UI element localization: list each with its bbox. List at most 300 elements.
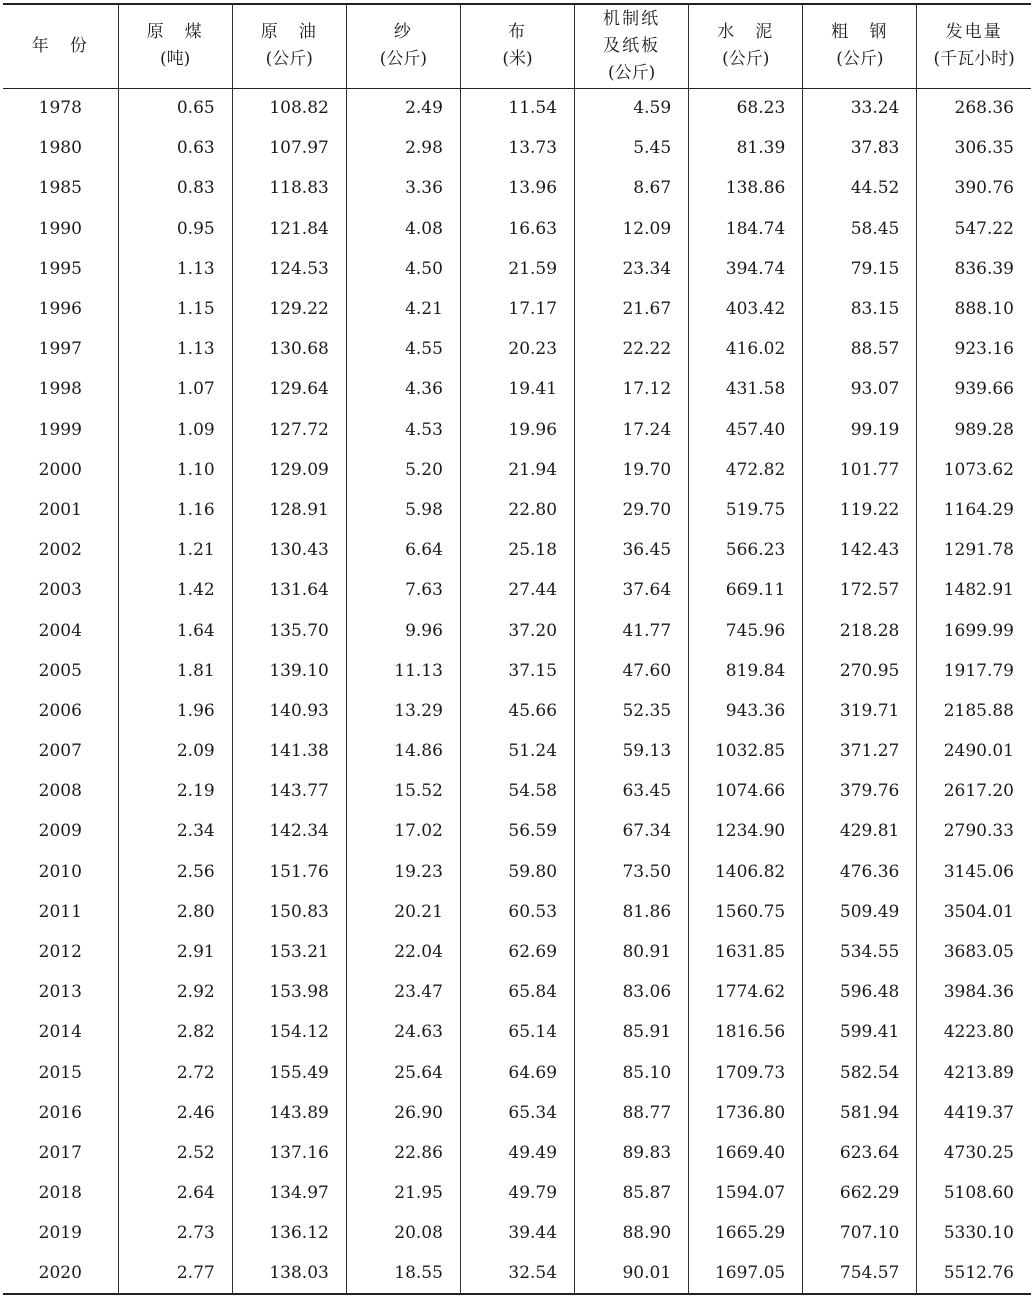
- cell-crude-steel: 83.15: [803, 289, 917, 329]
- cell-crude-steel: 476.36: [803, 852, 917, 892]
- cell-paper: 52.35: [575, 691, 689, 731]
- cell-cement: 1736.80: [689, 1093, 803, 1133]
- header-unit: (公斤): [607, 62, 656, 83]
- cell-raw-coal: 1.42: [118, 570, 232, 610]
- header-row: [3, 4, 1031, 88]
- cell-electricity: 923.16: [917, 329, 1031, 369]
- cell-paper: 17.12: [575, 369, 689, 409]
- cell-crude-oil: 118.83: [232, 168, 346, 208]
- cell-cloth: 54.58: [460, 771, 574, 811]
- cell-cloth: 21.94: [460, 450, 574, 490]
- cell-paper: 4.59: [575, 88, 689, 128]
- cell-year: 1980: [38, 138, 82, 159]
- cell-crude-oil: 134.97: [232, 1173, 346, 1213]
- cell-crude-steel: 623.64: [803, 1133, 917, 1173]
- header-unit: (米): [502, 49, 533, 70]
- header-unit: (吨): [160, 49, 191, 70]
- table-row: [3, 209, 1031, 249]
- cell-paper: 73.50: [575, 852, 689, 892]
- table-row: [3, 972, 1031, 1012]
- cell-crude-oil: 124.53: [232, 249, 346, 289]
- cell-yarn: 2.98: [346, 128, 460, 168]
- cell-yarn: 7.63: [346, 570, 460, 610]
- cell-paper: 89.83: [575, 1133, 689, 1173]
- cell-paper: 21.67: [575, 289, 689, 329]
- cell-raw-coal: 2.56: [118, 852, 232, 892]
- cell-raw-coal: 1.96: [118, 691, 232, 731]
- cell-raw-coal: 1.13: [118, 329, 232, 369]
- header-crude-oil: [232, 4, 346, 88]
- cell-raw-coal: 1.16: [118, 490, 232, 530]
- table-row: [3, 1093, 1031, 1133]
- cell-cloth: 19.41: [460, 369, 574, 409]
- cell-cloth: 65.34: [460, 1093, 574, 1133]
- cell-cement: 1816.56: [689, 1012, 803, 1052]
- cell-cloth: 20.23: [460, 329, 574, 369]
- cell-raw-coal: 1.81: [118, 651, 232, 691]
- cell-raw-coal: 2.72: [118, 1053, 232, 1093]
- cell-paper: 29.70: [575, 490, 689, 530]
- cell-crude-oil: 151.76: [232, 852, 346, 892]
- cell-electricity: 4419.37: [917, 1093, 1031, 1133]
- cell-electricity: 1482.91: [917, 570, 1031, 610]
- cell-year: 1998: [38, 379, 82, 400]
- cell-yarn: 18.55: [346, 1253, 460, 1293]
- cell-electricity: 1699.99: [917, 610, 1031, 650]
- header-cement: [689, 4, 803, 88]
- cell-electricity: 1073.62: [917, 450, 1031, 490]
- cell-cement: 566.23: [689, 530, 803, 570]
- cell-yarn: 14.86: [346, 731, 460, 771]
- header-label: 年 份: [31, 35, 89, 56]
- cell-crude-oil: 142.34: [232, 811, 346, 851]
- cell-cement: 1631.85: [689, 932, 803, 972]
- cell-year: 1999: [38, 419, 82, 440]
- cell-paper: 88.77: [575, 1093, 689, 1133]
- cell-paper: 47.60: [575, 651, 689, 691]
- table-row: [3, 731, 1031, 771]
- cell-cloth: 60.53: [460, 892, 574, 932]
- cell-yarn: 4.53: [346, 410, 460, 450]
- header-unit: (公斤): [836, 49, 884, 70]
- cell-yarn: 25.64: [346, 1053, 460, 1093]
- cell-electricity: 5330.10: [917, 1213, 1031, 1253]
- header-raw-coal: [118, 4, 232, 88]
- cell-yarn: 5.98: [346, 490, 460, 530]
- cell-year: 2014: [38, 1022, 82, 1043]
- cell-crude-oil: 140.93: [232, 691, 346, 731]
- cell-cloth: 37.15: [460, 651, 574, 691]
- table-row: [3, 490, 1031, 530]
- cell-paper: 19.70: [575, 450, 689, 490]
- cell-crude-steel: 429.81: [803, 811, 917, 851]
- cell-year: 2015: [38, 1062, 82, 1083]
- cell-crude-oil: 128.91: [232, 490, 346, 530]
- cell-year: 1978: [38, 98, 82, 119]
- per-capita-output-table: [3, 3, 1031, 1295]
- cell-cloth: 62.69: [460, 932, 574, 972]
- header-label: 粗 钢: [831, 22, 889, 43]
- header-paper: [575, 4, 689, 88]
- cell-crude-steel: 99.19: [803, 410, 917, 450]
- cell-cement: 1406.82: [689, 852, 803, 892]
- cell-year: 2002: [38, 540, 82, 561]
- cell-cement: 138.86: [689, 168, 803, 208]
- table-row: [3, 249, 1031, 289]
- cell-crude-oil: 131.64: [232, 570, 346, 610]
- table-header: [3, 4, 1031, 88]
- header-yarn: [346, 4, 460, 88]
- cell-yarn: 21.95: [346, 1173, 460, 1213]
- cell-crude-oil: 153.21: [232, 932, 346, 972]
- cell-cloth: 51.24: [460, 731, 574, 771]
- cell-paper: 85.87: [575, 1173, 689, 1213]
- cell-crude-steel: 93.07: [803, 369, 917, 409]
- cell-electricity: 306.35: [917, 128, 1031, 168]
- cell-cement: 669.11: [689, 570, 803, 610]
- cell-year: 1996: [38, 299, 82, 320]
- cell-cement: 457.40: [689, 410, 803, 450]
- cell-crude-steel: 218.28: [803, 610, 917, 650]
- cell-raw-coal: 2.34: [118, 811, 232, 851]
- cell-raw-coal: 2.09: [118, 731, 232, 771]
- table-row: [3, 691, 1031, 731]
- table-row: [3, 168, 1031, 208]
- cell-yarn: 9.96: [346, 610, 460, 650]
- table-row: [3, 1253, 1031, 1293]
- cell-electricity: 939.66: [917, 369, 1031, 409]
- cell-crude-steel: 142.43: [803, 530, 917, 570]
- cell-raw-coal: 0.65: [118, 88, 232, 128]
- cell-raw-coal: 2.92: [118, 972, 232, 1012]
- cell-crude-oil: 153.98: [232, 972, 346, 1012]
- cell-cloth: 64.69: [460, 1053, 574, 1093]
- cell-crude-oil: 130.68: [232, 329, 346, 369]
- cell-paper: 41.77: [575, 610, 689, 650]
- cell-crude-steel: 119.22: [803, 490, 917, 530]
- cell-year: 1985: [38, 178, 82, 199]
- cell-paper: 88.90: [575, 1213, 689, 1253]
- cell-cloth: 65.84: [460, 972, 574, 1012]
- cell-cloth: 17.17: [460, 289, 574, 329]
- cell-crude-oil: 108.82: [232, 88, 346, 128]
- cell-paper: 80.91: [575, 932, 689, 972]
- cell-yarn: 19.23: [346, 852, 460, 892]
- cell-paper: 12.09: [575, 209, 689, 249]
- header-unit: (公斤): [379, 49, 428, 70]
- cell-cloth: 45.66: [460, 691, 574, 731]
- cell-crude-steel: 88.57: [803, 329, 917, 369]
- cell-crude-oil: 141.38: [232, 731, 346, 771]
- cell-raw-coal: 0.83: [118, 168, 232, 208]
- cell-cement: 403.42: [689, 289, 803, 329]
- cell-yarn: 4.55: [346, 329, 460, 369]
- header-unit: (公斤): [722, 49, 770, 70]
- cell-cloth: 19.96: [460, 410, 574, 450]
- header-crude-steel: [803, 4, 917, 88]
- cell-year: 1997: [38, 339, 82, 360]
- cell-cement: 431.58: [689, 369, 803, 409]
- cell-cloth: 32.54: [460, 1253, 574, 1293]
- cell-paper: 90.01: [575, 1253, 689, 1293]
- header-label: 原 油: [260, 22, 318, 43]
- cell-year: 2009: [38, 821, 82, 842]
- cell-paper: 59.13: [575, 731, 689, 771]
- table-row: [3, 369, 1031, 409]
- cell-raw-coal: 1.10: [118, 450, 232, 490]
- cell-year: 2011: [38, 901, 82, 922]
- cell-yarn: 22.86: [346, 1133, 460, 1173]
- cell-cement: 184.74: [689, 209, 803, 249]
- table-row: [3, 1133, 1031, 1173]
- cell-yarn: 17.02: [346, 811, 460, 851]
- cell-electricity: 3683.05: [917, 932, 1031, 972]
- cell-raw-coal: 0.63: [118, 128, 232, 168]
- cell-crude-steel: 37.83: [803, 128, 917, 168]
- cell-crude-steel: 101.77: [803, 450, 917, 490]
- cell-cement: 745.96: [689, 610, 803, 650]
- cell-electricity: 3504.01: [917, 892, 1031, 932]
- cell-year: 2020: [38, 1263, 82, 1284]
- cell-cement: 1669.40: [689, 1133, 803, 1173]
- cell-crude-oil: 129.64: [232, 369, 346, 409]
- cell-yarn: 15.52: [346, 771, 460, 811]
- table-row: [3, 329, 1031, 369]
- cell-crude-steel: 371.27: [803, 731, 917, 771]
- cell-crude-steel: 79.15: [803, 249, 917, 289]
- table-row: [3, 410, 1031, 450]
- cell-cement: 819.84: [689, 651, 803, 691]
- cell-cement: 416.02: [689, 329, 803, 369]
- cell-electricity: 1291.78: [917, 530, 1031, 570]
- cell-cement: 68.23: [689, 88, 803, 128]
- header-unit: (公斤): [265, 49, 313, 70]
- cell-cloth: 65.14: [460, 1012, 574, 1052]
- cell-cement: 1665.29: [689, 1213, 803, 1253]
- table-row: [3, 1213, 1031, 1253]
- cell-cloth: 11.54: [460, 88, 574, 128]
- cell-paper: 37.64: [575, 570, 689, 610]
- cell-raw-coal: 1.07: [118, 369, 232, 409]
- cell-yarn: 6.64: [346, 530, 460, 570]
- cell-crude-oil: 143.77: [232, 771, 346, 811]
- header-unit: (千瓦小时): [933, 49, 1015, 70]
- cell-yarn: 3.36: [346, 168, 460, 208]
- cell-paper: 63.45: [575, 771, 689, 811]
- cell-cloth: 59.80: [460, 852, 574, 892]
- cell-raw-coal: 1.21: [118, 530, 232, 570]
- cell-cement: 1697.05: [689, 1253, 803, 1293]
- cell-year: 2001: [38, 499, 82, 520]
- cell-raw-coal: 1.13: [118, 249, 232, 289]
- cell-raw-coal: 1.64: [118, 610, 232, 650]
- cell-year: 2004: [38, 620, 82, 641]
- cell-yarn: 4.36: [346, 369, 460, 409]
- table-row: [3, 1053, 1031, 1093]
- cell-raw-coal: 1.09: [118, 410, 232, 450]
- cell-year: 2008: [38, 781, 82, 802]
- table-row: [3, 1173, 1031, 1213]
- cell-cloth: 49.49: [460, 1133, 574, 1173]
- cell-cement: 1032.85: [689, 731, 803, 771]
- cell-cloth: 13.96: [460, 168, 574, 208]
- table-row: [3, 570, 1031, 610]
- cell-raw-coal: 2.73: [118, 1213, 232, 1253]
- header-label: 原 煤: [146, 22, 204, 43]
- cell-electricity: 547.22: [917, 209, 1031, 249]
- cell-year: 2007: [38, 741, 82, 762]
- cell-raw-coal: 1.15: [118, 289, 232, 329]
- cell-crude-oil: 137.16: [232, 1133, 346, 1173]
- cell-crude-steel: 534.55: [803, 932, 917, 972]
- cell-crude-oil: 107.97: [232, 128, 346, 168]
- cell-year: 2010: [38, 861, 82, 882]
- table-row: [3, 932, 1031, 972]
- cell-paper: 5.45: [575, 128, 689, 168]
- cell-electricity: 4213.89: [917, 1053, 1031, 1093]
- header-label: 水 泥: [717, 22, 775, 43]
- cell-electricity: 2790.33: [917, 811, 1031, 851]
- table-row: [3, 1012, 1031, 1052]
- cell-cloth: 27.44: [460, 570, 574, 610]
- cell-raw-coal: 2.52: [118, 1133, 232, 1173]
- cell-crude-oil: 130.43: [232, 530, 346, 570]
- table-body: [3, 88, 1031, 1294]
- cell-crude-oil: 154.12: [232, 1012, 346, 1052]
- cell-yarn: 26.90: [346, 1093, 460, 1133]
- table-row: [3, 450, 1031, 490]
- header-label: 发电量: [945, 22, 1003, 43]
- cell-crude-oil: 127.72: [232, 410, 346, 450]
- cell-raw-coal: 2.91: [118, 932, 232, 972]
- cell-crude-steel: 58.45: [803, 209, 917, 249]
- cell-cloth: 56.59: [460, 811, 574, 851]
- cell-paper: 85.91: [575, 1012, 689, 1052]
- cell-electricity: 3145.06: [917, 852, 1031, 892]
- cell-paper: 8.67: [575, 168, 689, 208]
- cell-year: 1990: [38, 218, 82, 239]
- table-row: [3, 811, 1031, 851]
- cell-paper: 17.24: [575, 410, 689, 450]
- cell-year: 2017: [38, 1142, 82, 1163]
- table-row: [3, 128, 1031, 168]
- cell-crude-steel: 582.54: [803, 1053, 917, 1093]
- cell-raw-coal: 2.46: [118, 1093, 232, 1133]
- cell-cement: 943.36: [689, 691, 803, 731]
- cell-electricity: 2617.20: [917, 771, 1031, 811]
- cell-year: 2012: [38, 942, 82, 963]
- cell-crude-steel: 596.48: [803, 972, 917, 1012]
- cell-crude-steel: 581.94: [803, 1093, 917, 1133]
- cell-yarn: 11.13: [346, 651, 460, 691]
- cell-cement: 472.82: [689, 450, 803, 490]
- cell-yarn: 23.47: [346, 972, 460, 1012]
- cell-crude-oil: 136.12: [232, 1213, 346, 1253]
- cell-cement: 1774.62: [689, 972, 803, 1012]
- cell-cloth: 22.80: [460, 490, 574, 530]
- table-row: [3, 610, 1031, 650]
- cell-cloth: 16.63: [460, 209, 574, 249]
- cell-cloth: 49.79: [460, 1173, 574, 1213]
- table-row: [3, 651, 1031, 691]
- cell-electricity: 5512.76: [917, 1253, 1031, 1293]
- cell-paper: 83.06: [575, 972, 689, 1012]
- header-year: [3, 4, 118, 88]
- cell-year: 2019: [38, 1223, 82, 1244]
- cell-cloth: 37.20: [460, 610, 574, 650]
- cell-year: 2018: [38, 1183, 82, 1204]
- cell-crude-oil: 135.70: [232, 610, 346, 650]
- table-row: [3, 530, 1031, 570]
- cell-cement: 519.75: [689, 490, 803, 530]
- cell-paper: 81.86: [575, 892, 689, 932]
- cell-year: 2005: [38, 660, 82, 681]
- cell-electricity: 2185.88: [917, 691, 1031, 731]
- cell-cloth: 13.73: [460, 128, 574, 168]
- cell-year: 2006: [38, 700, 82, 721]
- cell-crude-oil: 138.03: [232, 1253, 346, 1293]
- cell-crude-steel: 270.95: [803, 651, 917, 691]
- cell-yarn: 4.50: [346, 249, 460, 289]
- cell-electricity: 989.28: [917, 410, 1031, 450]
- cell-crude-oil: 150.83: [232, 892, 346, 932]
- cell-crude-steel: 509.49: [803, 892, 917, 932]
- cell-crude-steel: 662.29: [803, 1173, 917, 1213]
- cell-electricity: 5108.60: [917, 1173, 1031, 1213]
- cell-paper: 85.10: [575, 1053, 689, 1093]
- cell-year: 2003: [38, 580, 82, 601]
- cell-yarn: 2.49: [346, 88, 460, 128]
- cell-yarn: 4.21: [346, 289, 460, 329]
- cell-crude-steel: 599.41: [803, 1012, 917, 1052]
- cell-raw-coal: 0.95: [118, 209, 232, 249]
- cell-yarn: 20.08: [346, 1213, 460, 1253]
- header-label: 纱: [393, 22, 413, 43]
- cell-year: 2016: [38, 1102, 82, 1123]
- cell-electricity: 888.10: [917, 289, 1031, 329]
- cell-yarn: 24.63: [346, 1012, 460, 1052]
- cell-raw-coal: 2.19: [118, 771, 232, 811]
- cell-year: 2000: [38, 459, 82, 480]
- cell-raw-coal: 2.82: [118, 1012, 232, 1052]
- cell-crude-steel: 33.24: [803, 88, 917, 128]
- cell-raw-coal: 2.80: [118, 892, 232, 932]
- cell-crude-steel: 172.57: [803, 570, 917, 610]
- cell-crude-oil: 155.49: [232, 1053, 346, 1093]
- cell-cement: 394.74: [689, 249, 803, 289]
- cell-crude-steel: 754.57: [803, 1253, 917, 1293]
- cell-year: 1995: [38, 258, 82, 279]
- header-electricity: [917, 4, 1031, 88]
- cell-yarn: 20.21: [346, 892, 460, 932]
- cell-cement: 1560.75: [689, 892, 803, 932]
- cell-crude-oil: 129.22: [232, 289, 346, 329]
- cell-crude-steel: 707.10: [803, 1213, 917, 1253]
- cell-electricity: 2490.01: [917, 731, 1031, 771]
- header-cloth: [460, 4, 574, 88]
- header-label-line2: 及纸板: [603, 35, 661, 56]
- cell-yarn: 22.04: [346, 932, 460, 972]
- cell-cement: 1234.90: [689, 811, 803, 851]
- table-row: [3, 771, 1031, 811]
- table-row: [3, 892, 1031, 932]
- cell-paper: 36.45: [575, 530, 689, 570]
- cell-crude-steel: 379.76: [803, 771, 917, 811]
- header-label: 布: [507, 22, 528, 43]
- cell-crude-oil: 143.89: [232, 1093, 346, 1133]
- cell-cloth: 39.44: [460, 1213, 574, 1253]
- cell-yarn: 5.20: [346, 450, 460, 490]
